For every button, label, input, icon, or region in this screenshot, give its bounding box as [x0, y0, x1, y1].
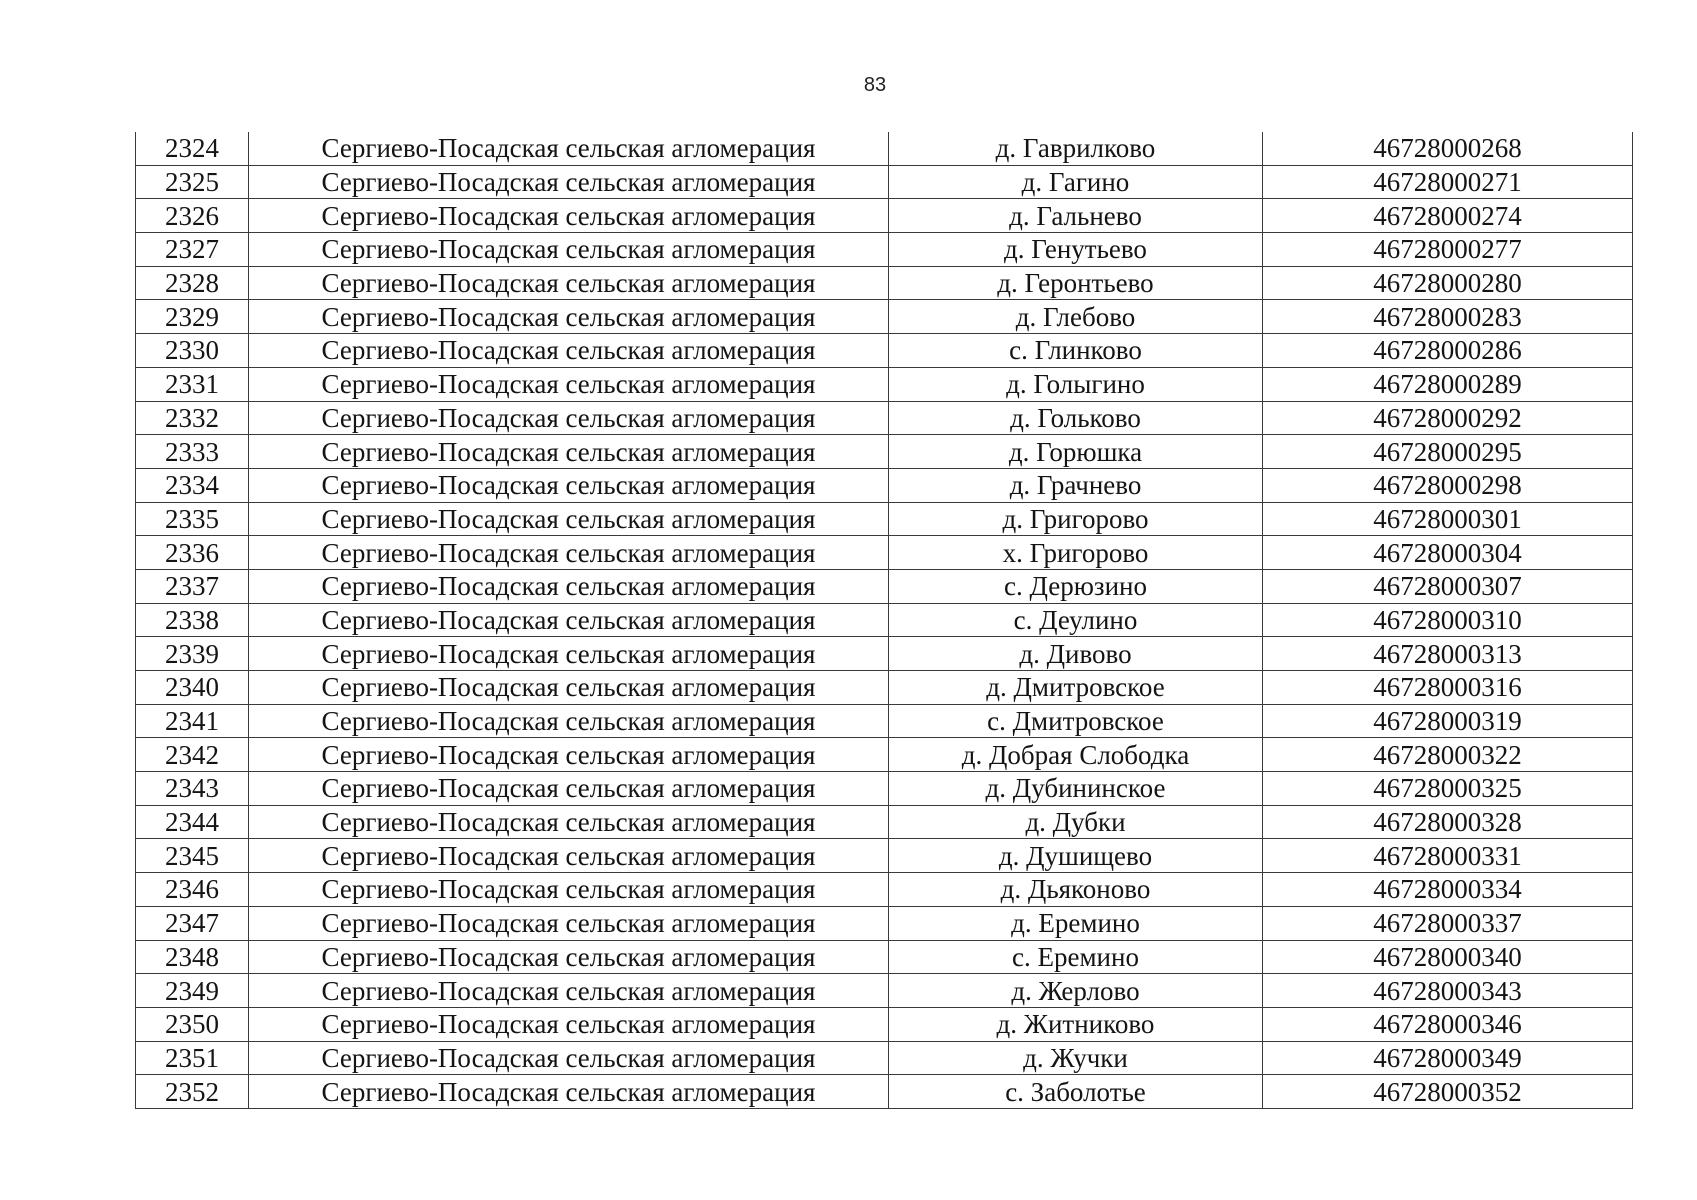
- row-number-cell: 2342: [136, 738, 249, 772]
- locality-cell: с. Деулино: [889, 603, 1263, 637]
- row-number-cell: 2341: [136, 704, 249, 738]
- agglomeration-cell: Сергиево-Посадская сельская агломерация: [249, 974, 889, 1008]
- oktmo-code-cell: 46728000295: [1263, 435, 1633, 469]
- agglomeration-cell: Сергиево-Посадская сельская агломерация: [249, 772, 889, 806]
- row-number-cell: 2334: [136, 468, 249, 502]
- locality-cell: д. Генутьево: [889, 233, 1263, 267]
- row-number-cell: 2350: [136, 1007, 249, 1041]
- table-row: [136, 334, 1633, 368]
- oktmo-code-cell: 46728000343: [1263, 974, 1633, 1008]
- table-row: [136, 569, 1633, 603]
- agglomeration-cell: Сергиево-Посадская сельская агломерация: [249, 637, 889, 671]
- agglomeration-cell: Сергиево-Посадская сельская агломерация: [249, 502, 889, 536]
- oktmo-code-cell: 46728000325: [1263, 772, 1633, 806]
- agglomeration-cell: Сергиево-Посадская сельская агломерация: [249, 401, 889, 435]
- row-number-cell: 2332: [136, 401, 249, 435]
- locality-cell: д. Еремино: [889, 906, 1263, 940]
- table-row: [136, 300, 1633, 334]
- locality-cell: х. Григорово: [889, 536, 1263, 570]
- table-row: [136, 165, 1633, 199]
- oktmo-code-cell: 46728000292: [1263, 401, 1633, 435]
- page-number: 83: [863, 74, 887, 96]
- row-number-cell: 2352: [136, 1075, 249, 1109]
- oktmo-code-cell: 46728000340: [1263, 940, 1633, 974]
- agglomeration-cell: Сергиево-Посадская сельская агломерация: [249, 199, 889, 233]
- locality-cell: с. Заболотье: [889, 1075, 1263, 1109]
- table-row: [136, 906, 1633, 940]
- locality-cell: д. Житниково: [889, 1007, 1263, 1041]
- oktmo-code-cell: 46728000283: [1263, 300, 1633, 334]
- table-row: [136, 199, 1633, 233]
- table-row: [136, 1075, 1633, 1109]
- table-row: [136, 704, 1633, 738]
- oktmo-code-cell: 46728000316: [1263, 671, 1633, 705]
- oktmo-code-cell: 46728000277: [1263, 233, 1633, 267]
- row-number-cell: 2327: [136, 233, 249, 267]
- oktmo-code-cell: 46728000286: [1263, 334, 1633, 368]
- row-number-cell: 2338: [136, 603, 249, 637]
- table-row: [136, 805, 1633, 839]
- table-row: [136, 1041, 1633, 1075]
- agglomeration-cell: Сергиево-Посадская сельская агломерация: [249, 1007, 889, 1041]
- locality-cell: с. Глинково: [889, 334, 1263, 368]
- agglomeration-cell: Сергиево-Посадская сельская агломерация: [249, 300, 889, 334]
- locality-cell: д. Голыгино: [889, 367, 1263, 401]
- oktmo-code-cell: 46728000280: [1263, 266, 1633, 300]
- oktmo-code-cell: 46728000289: [1263, 367, 1633, 401]
- oktmo-code-cell: 46728000271: [1263, 165, 1633, 199]
- locality-cell: д. Гольково: [889, 401, 1263, 435]
- agglomeration-cell: Сергиево-Посадская сельская агломерация: [249, 1041, 889, 1075]
- table-row: [136, 132, 1633, 165]
- table-row: [136, 873, 1633, 907]
- locality-cell: д. Жучки: [889, 1041, 1263, 1075]
- oktmo-code-cell: 46728000334: [1263, 873, 1633, 907]
- row-number-cell: 2336: [136, 536, 249, 570]
- row-number-cell: 2349: [136, 974, 249, 1008]
- table-row: [136, 772, 1633, 806]
- table-row: [136, 401, 1633, 435]
- row-number-cell: 2335: [136, 502, 249, 536]
- table-row: [136, 940, 1633, 974]
- agglomeration-cell: Сергиево-Посадская сельская агломерация: [249, 468, 889, 502]
- locality-cell: д. Горюшка: [889, 435, 1263, 469]
- locality-cell: д. Грачнево: [889, 468, 1263, 502]
- oktmo-code-cell: 46728000346: [1263, 1007, 1633, 1041]
- oktmo-code-cell: 46728000301: [1263, 502, 1633, 536]
- registry-table-body: [136, 132, 1633, 1108]
- row-number-cell: 2340: [136, 671, 249, 705]
- row-number-cell: 2344: [136, 805, 249, 839]
- agglomeration-cell: Сергиево-Посадская сельская агломерация: [249, 873, 889, 907]
- agglomeration-cell: Сергиево-Посадская сельская агломерация: [249, 603, 889, 637]
- locality-cell: д. Дубининское: [889, 772, 1263, 806]
- oktmo-code-cell: 46728000298: [1263, 468, 1633, 502]
- row-number-cell: 2339: [136, 637, 249, 671]
- agglomeration-cell: Сергиево-Посадская сельская агломерация: [249, 671, 889, 705]
- agglomeration-cell: Сергиево-Посадская сельская агломерация: [249, 805, 889, 839]
- agglomeration-cell: Сергиево-Посадская сельская агломерация: [249, 940, 889, 974]
- table-row: [136, 1007, 1633, 1041]
- oktmo-code-cell: 46728000328: [1263, 805, 1633, 839]
- oktmo-code-cell: 46728000310: [1263, 603, 1633, 637]
- oktmo-code-cell: 46728000304: [1263, 536, 1633, 570]
- oktmo-code-cell: 46728000313: [1263, 637, 1633, 671]
- oktmo-code-cell: 46728000307: [1263, 569, 1633, 603]
- oktmo-code-cell: 46728000337: [1263, 906, 1633, 940]
- locality-cell: д. Гальнево: [889, 199, 1263, 233]
- row-number-cell: 2325: [136, 165, 249, 199]
- table-row: [136, 536, 1633, 570]
- agglomeration-cell: Сергиево-Посадская сельская агломерация: [249, 435, 889, 469]
- oktmo-code-cell: 46728000268: [1263, 132, 1633, 165]
- locality-cell: д. Дмитровское: [889, 671, 1263, 705]
- row-number-cell: 2347: [136, 906, 249, 940]
- locality-cell: д. Жерлово: [889, 974, 1263, 1008]
- oktmo-code-cell: 46728000331: [1263, 839, 1633, 873]
- locality-cell: д. Глебово: [889, 300, 1263, 334]
- oktmo-code-cell: 46728000349: [1263, 1041, 1633, 1075]
- locality-cell: д. Гаврилково: [889, 132, 1263, 165]
- table-row: [136, 839, 1633, 873]
- table-row: [136, 233, 1633, 267]
- row-number-cell: 2346: [136, 873, 249, 907]
- locality-cell: д. Григорово: [889, 502, 1263, 536]
- row-number-cell: 2348: [136, 940, 249, 974]
- agglomeration-cell: Сергиево-Посадская сельская агломерация: [249, 906, 889, 940]
- table-row: [136, 738, 1633, 772]
- locality-cell: с. Дерюзино: [889, 569, 1263, 603]
- locality-cell: д. Дубки: [889, 805, 1263, 839]
- row-number-cell: 2337: [136, 569, 249, 603]
- agglomeration-cell: Сергиево-Посадская сельская агломерация: [249, 334, 889, 368]
- agglomeration-cell: Сергиево-Посадская сельская агломерация: [249, 738, 889, 772]
- row-number-cell: 2326: [136, 199, 249, 233]
- row-number-cell: 2351: [136, 1041, 249, 1075]
- agglomeration-cell: Сергиево-Посадская сельская агломерация: [249, 839, 889, 873]
- table-row: [136, 502, 1633, 536]
- agglomeration-cell: Сергиево-Посадская сельская агломерация: [249, 704, 889, 738]
- settlement-registry-table: [135, 132, 1633, 1109]
- agglomeration-cell: Сергиево-Посадская сельская агломерация: [249, 165, 889, 199]
- table-row: [136, 435, 1633, 469]
- agglomeration-cell: Сергиево-Посадская сельская агломерация: [249, 367, 889, 401]
- row-number-cell: 2330: [136, 334, 249, 368]
- table-row: [136, 468, 1633, 502]
- locality-cell: с. Дмитровское: [889, 704, 1263, 738]
- locality-cell: д. Дьяконово: [889, 873, 1263, 907]
- agglomeration-cell: Сергиево-Посадская сельская агломерация: [249, 536, 889, 570]
- agglomeration-cell: Сергиево-Посадская сельская агломерация: [249, 266, 889, 300]
- agglomeration-cell: Сергиево-Посадская сельская агломерация: [249, 132, 889, 165]
- locality-cell: д. Душищево: [889, 839, 1263, 873]
- agglomeration-cell: Сергиево-Посадская сельская агломерация: [249, 569, 889, 603]
- table-row: [136, 974, 1633, 1008]
- oktmo-code-cell: 46728000352: [1263, 1075, 1633, 1109]
- locality-cell: д. Гагино: [889, 165, 1263, 199]
- oktmo-code-cell: 46728000322: [1263, 738, 1633, 772]
- table-row: [136, 367, 1633, 401]
- agglomeration-cell: Сергиево-Посадская сельская агломерация: [249, 1075, 889, 1109]
- table-row: [136, 603, 1633, 637]
- locality-cell: д. Геронтьево: [889, 266, 1263, 300]
- row-number-cell: 2331: [136, 367, 249, 401]
- oktmo-code-cell: 46728000319: [1263, 704, 1633, 738]
- row-number-cell: 2345: [136, 839, 249, 873]
- table-row: [136, 637, 1633, 671]
- locality-cell: д. Добрая Слободка: [889, 738, 1263, 772]
- table-row: [136, 671, 1633, 705]
- locality-cell: д. Дивово: [889, 637, 1263, 671]
- row-number-cell: 2333: [136, 435, 249, 469]
- row-number-cell: 2343: [136, 772, 249, 806]
- oktmo-code-cell: 46728000274: [1263, 199, 1633, 233]
- row-number-cell: 2324: [136, 132, 249, 165]
- row-number-cell: 2329: [136, 300, 249, 334]
- locality-cell: с. Еремино: [889, 940, 1263, 974]
- agglomeration-cell: Сергиево-Посадская сельская агломерация: [249, 233, 889, 267]
- row-number-cell: 2328: [136, 266, 249, 300]
- table-row: [136, 266, 1633, 300]
